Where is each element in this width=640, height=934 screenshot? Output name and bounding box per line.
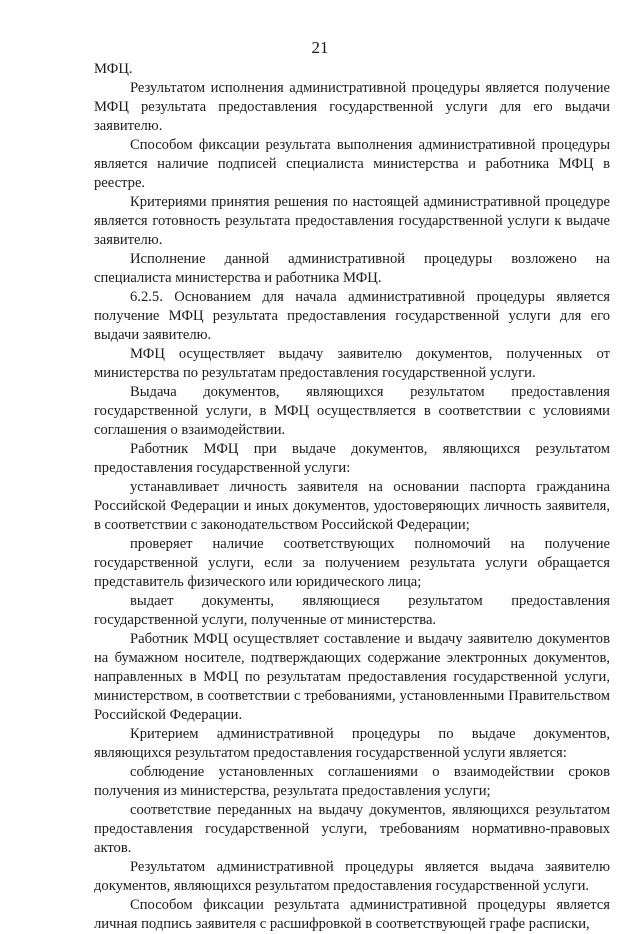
paragraph: соблюдение установленных соглашениями о взаимодействии сроков получения из министерства, результата предоставления услуги; (94, 764, 610, 799)
paragraph: Способом фиксации результата административной процедуры является личная подпись заявителя с расшифровкой в соответствующей графе расписки, (94, 897, 610, 932)
paragraph: устанавливает личность заявителя на основании паспорта гражданина Российской Федерации и иных документов, удостоверяющих личность заявителя, в соответствии с законодательством Российской Федерации; (94, 479, 610, 533)
paragraph: Выдача документов, являющихся результатом предоставления государственной услуги, в МФЦ осуществляется в соответствии с условиями соглашения о взаимодействии. (94, 384, 610, 438)
paragraph: выдает документы, являющиеся результатом предоставления государственной услуги, полученные от министерства. (94, 593, 610, 628)
paragraph: Критерием административной процедуры по выдаче документов, являющихся результатом предоставления государственной услуги является: (94, 726, 610, 761)
paragraph: МФЦ осуществляет выдачу заявителю документов, полученных от министерства по результатам предоставления государственной услуги. (94, 346, 610, 381)
paragraph: проверяет наличие соответствующих полномочий на получение государственной услуги, если за получением результата услуги обращается представитель физического или юридического лица; (94, 536, 610, 590)
paragraph: Результатом административной процедуры является выдача заявителю документов, являющихся результатом предоставления государственной услуги. (94, 859, 610, 894)
paragraph: Способом фиксации результата выполнения административной процедуры является наличие подписей специалиста министерства и работника МФЦ в реестре. (94, 137, 610, 191)
paragraph: Критериями принятия решения по настоящей административной процедуре является готовность результата предоставления государственной услуги к выдаче заявителю. (94, 194, 610, 248)
paragraph: Работник МФЦ осуществляет составление и выдачу заявителю документов на бумажном носителе, подтверждающих содержание электронных документов, направленных в МФЦ по результатам предоставления государственной услуги, министерством, в соответствии с требованиями, установленными Правительством Российской Федерации. (94, 631, 610, 723)
paragraph: Работник МФЦ при выдаче документов, являющихся результатом предоставления государственной услуги: (94, 441, 610, 476)
body-text (94, 60, 610, 934)
paragraph: Результатом исполнения административной процедуры является получение МФЦ результата предоставления государственной услуги для его выдачи заявителю. (94, 80, 610, 134)
paragraph: Исполнение данной административной процедуры возложено на специалиста министерства и работника МФЦ. (94, 251, 610, 286)
page-number: 21 (311, 38, 329, 57)
paragraph: МФЦ. (94, 61, 133, 77)
paragraph: 6.2.5. Основанием для начала административной процедуры является получение МФЦ результата предоставления государственной услуги для его выдачи заявителю. (94, 289, 610, 343)
paragraph: соответствие переданных на выдачу документов, являющихся результатом предоставления государственной услуги, требованиям нормативно-правовых актов. (94, 802, 610, 856)
